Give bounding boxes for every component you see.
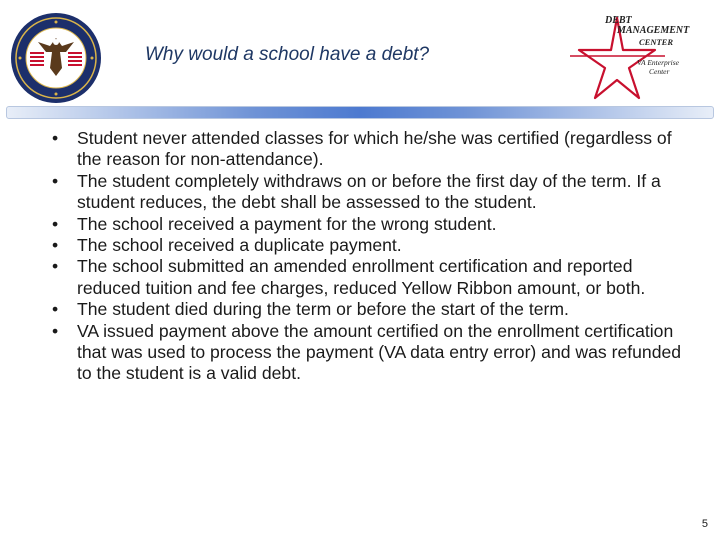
bullet-item: • Student never attended classes for which he/she was certified (regardless of the reason for non-attendance). — [52, 128, 692, 171]
debt-management-center-logo — [565, 10, 695, 100]
logo-line-debt: DEBT — [605, 15, 632, 26]
logo-line-center: CENTER — [639, 37, 674, 47]
bullet-item: • The student completely withdraws on or before the first day of the term. If a student reduces, the debt shall be assessed to the student. — [52, 171, 692, 214]
page-number: 5 — [701, 518, 708, 530]
bullet-item: • The student died during the term or before the start of the term. — [52, 299, 692, 320]
logo-line-center-2: Center — [649, 67, 670, 76]
va-seal-icon — [10, 12, 102, 104]
bullet-item: • The school received a payment for the wrong student. — [52, 214, 692, 235]
logo-line-management: MANAGEMENT — [617, 25, 690, 36]
logo-line-va-enterprise: VA Enterprise — [637, 58, 680, 67]
bullet-item: • The school submitted an amended enrollment certification and reported reduced tuition and fee charges, reduced Yellow Ribbon amount, or both. — [52, 256, 692, 299]
bullet-item: • The school received a duplicate payment. — [52, 235, 692, 256]
slide-title: Why would a school have a debt? — [145, 44, 430, 65]
header-divider — [6, 106, 714, 119]
bullet-item: • VA issued payment above the amount certified on the enrollment certification that was used to process the payment (VA data entry error) and was refunded to the student is a valid debt. — [52, 321, 692, 385]
bullet-list — [52, 128, 692, 385]
